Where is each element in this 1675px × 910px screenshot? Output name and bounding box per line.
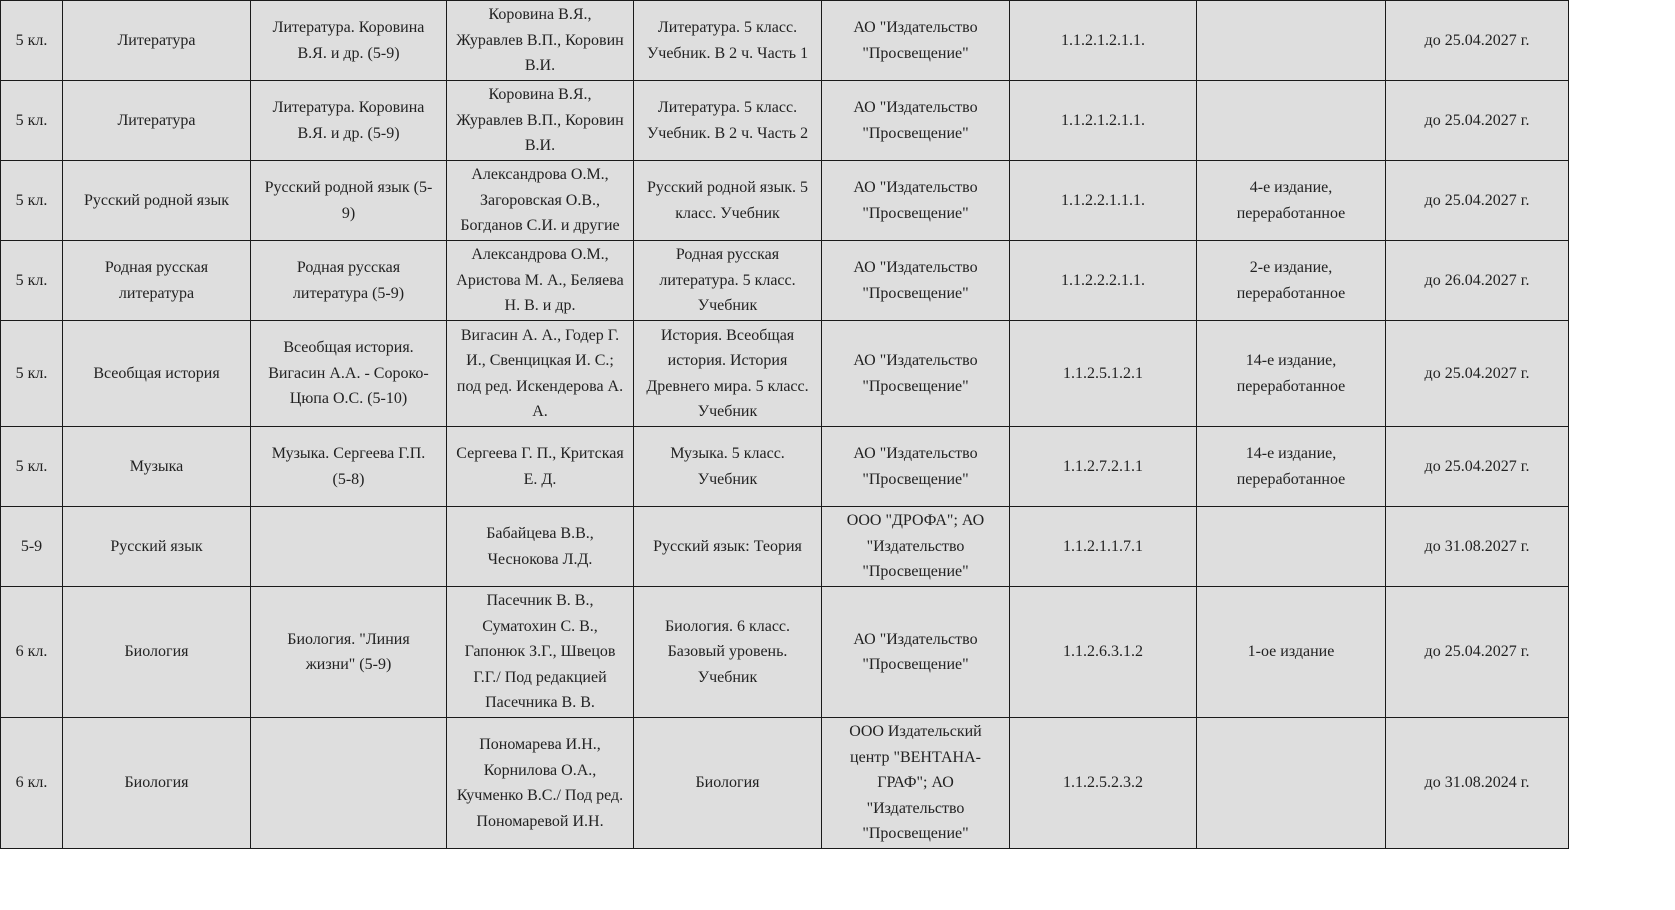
code-cell: 1.1.2.1.2.1.1. (1010, 1, 1197, 81)
subject-cell: Литература (63, 1, 251, 81)
title-cell: История. Всеобщая история. История Древнего мира. 5 класс. Учебник (634, 321, 822, 427)
edition-cell (1197, 718, 1386, 849)
subject-cell: Всеобщая история (63, 321, 251, 427)
title-cell: Биология. 6 класс. Базовый уровень. Учебник (634, 587, 822, 718)
line-cell: Литература. Коровина В.Я. и др. (5-9) (251, 81, 447, 161)
publisher-cell: АО "Издательство "Просвещение" (822, 1, 1010, 81)
subject-cell: Музыка (63, 427, 251, 507)
title-cell: Литература. 5 класс. Учебник. В 2 ч. Часть 2 (634, 81, 822, 161)
grade-cell: 6 кл. (1, 718, 63, 849)
line-cell: Родная русская литература (5-9) (251, 241, 447, 321)
code-cell: 1.1.2.1.2.1.1. (1010, 81, 1197, 161)
until-cell: до 25.04.2027 г. (1386, 81, 1569, 161)
line-cell: Всеобщая история. Вигасин А.А. - Сороко- Цюпа О.С. (5-10) (251, 321, 447, 427)
authors-cell: Сергеева Г. П., Критская Е. Д. (447, 427, 634, 507)
table-row (1, 427, 1569, 507)
code-cell: 1.1.2.1.1.7.1 (1010, 507, 1197, 587)
grade-cell: 6 кл. (1, 587, 63, 718)
line-cell (251, 718, 447, 849)
subject-cell: Родная русская литература (63, 241, 251, 321)
authors-cell: Пасечник В. В., Суматохин С. В., Гапонюк З.Г., Швецов Г.Г./ Под редакцией Пасечника В. В. (447, 587, 634, 718)
authors-cell: Александрова О.М., Загоровская О.В., Богданов С.И. и другие (447, 161, 634, 241)
edition-cell: 14-е издание, переработанное (1197, 427, 1386, 507)
table-row (1, 321, 1569, 427)
code-cell: 1.1.2.5.1.2.1 (1010, 321, 1197, 427)
edition-cell (1197, 507, 1386, 587)
edition-cell (1197, 1, 1386, 81)
publisher-cell: АО "Издательство "Просвещение" (822, 161, 1010, 241)
publisher-cell: ООО "ДРОФА"; АО "Издательство "Просвещение" (822, 507, 1010, 587)
edition-cell: 4-е издание, переработанное (1197, 161, 1386, 241)
code-cell: 1.1.2.2.1.1.1. (1010, 161, 1197, 241)
table-row (1, 241, 1569, 321)
table-row (1, 1, 1569, 81)
until-cell: до 25.04.2027 г. (1386, 161, 1569, 241)
code-cell: 1.1.2.6.3.1.2 (1010, 587, 1197, 718)
table-row (1, 161, 1569, 241)
until-cell: до 25.04.2027 г. (1386, 587, 1569, 718)
title-cell: Биология (634, 718, 822, 849)
until-cell: до 25.04.2027 г. (1386, 1, 1569, 81)
edition-cell: 1-ое издание (1197, 587, 1386, 718)
code-cell: 1.1.2.5.2.3.2 (1010, 718, 1197, 849)
title-cell: Литература. 5 класс. Учебник. В 2 ч. Часть 1 (634, 1, 822, 81)
authors-cell: Пономарева И.Н., Корнилова О.А., Кучменко В.С./ Под ред. Пономаревой И.Н. (447, 718, 634, 849)
until-cell: до 31.08.2027 г. (1386, 507, 1569, 587)
grade-cell: 5 кл. (1, 161, 63, 241)
until-cell: до 26.04.2027 г. (1386, 241, 1569, 321)
publisher-cell: АО "Издательство "Просвещение" (822, 241, 1010, 321)
code-cell: 1.1.2.2.2.1.1. (1010, 241, 1197, 321)
publisher-cell: АО "Издательство "Просвещение" (822, 587, 1010, 718)
publisher-cell: ООО Издательский центр "ВЕНТАНА- ГРАФ"; АО "Издательство "Просвещение" (822, 718, 1010, 849)
line-cell: Музыка. Сергеева Г.П. (5-8) (251, 427, 447, 507)
title-cell: Музыка. 5 класс. Учебник (634, 427, 822, 507)
edition-cell (1197, 81, 1386, 161)
subject-cell: Литература (63, 81, 251, 161)
subject-cell: Биология (63, 587, 251, 718)
grade-cell: 5 кл. (1, 1, 63, 81)
until-cell: до 31.08.2024 г. (1386, 718, 1569, 849)
line-cell: Русский родной язык (5- 9) (251, 161, 447, 241)
grade-cell: 5 кл. (1, 321, 63, 427)
subject-cell: Русский родной язык (63, 161, 251, 241)
line-cell: Литература. Коровина В.Я. и др. (5-9) (251, 1, 447, 81)
authors-cell: Александрова О.М., Аристова М. А., Беляева Н. В. и др. (447, 241, 634, 321)
line-cell: Биология. "Линия жизни" (5-9) (251, 587, 447, 718)
code-cell: 1.1.2.7.2.1.1 (1010, 427, 1197, 507)
title-cell: Русский язык: Теория (634, 507, 822, 587)
grade-cell: 5 кл. (1, 81, 63, 161)
publisher-cell: АО "Издательство "Просвещение" (822, 427, 1010, 507)
grade-cell: 5-9 (1, 507, 63, 587)
authors-cell: Вигасин А. А., Годер Г. И., Свенцицкая И. С.; под ред. Искендерова А. А. (447, 321, 634, 427)
subject-cell: Биология (63, 718, 251, 849)
until-cell: до 25.04.2027 г. (1386, 427, 1569, 507)
title-cell: Русский родной язык. 5 класс. Учебник (634, 161, 822, 241)
publisher-cell: АО "Издательство "Просвещение" (822, 321, 1010, 427)
grade-cell: 5 кл. (1, 427, 63, 507)
table-row (1, 718, 1569, 849)
table-row (1, 507, 1569, 587)
authors-cell: Бабайцева В.В., Чеснокова Л.Д. (447, 507, 634, 587)
grade-cell: 5 кл. (1, 241, 63, 321)
title-cell: Родная русская литература. 5 класс. Учебник (634, 241, 822, 321)
edition-cell: 2-е издание, переработанное (1197, 241, 1386, 321)
line-cell (251, 507, 447, 587)
subject-cell: Русский язык (63, 507, 251, 587)
table-row (1, 587, 1569, 718)
publisher-cell: АО "Издательство "Просвещение" (822, 81, 1010, 161)
table-row (1, 81, 1569, 161)
authors-cell: Коровина В.Я., Журавлев В.П., Коровин В.И. (447, 1, 634, 81)
authors-cell: Коровина В.Я., Журавлев В.П., Коровин В.И. (447, 81, 634, 161)
until-cell: до 25.04.2027 г. (1386, 321, 1569, 427)
edition-cell: 14-е издание, переработанное (1197, 321, 1386, 427)
